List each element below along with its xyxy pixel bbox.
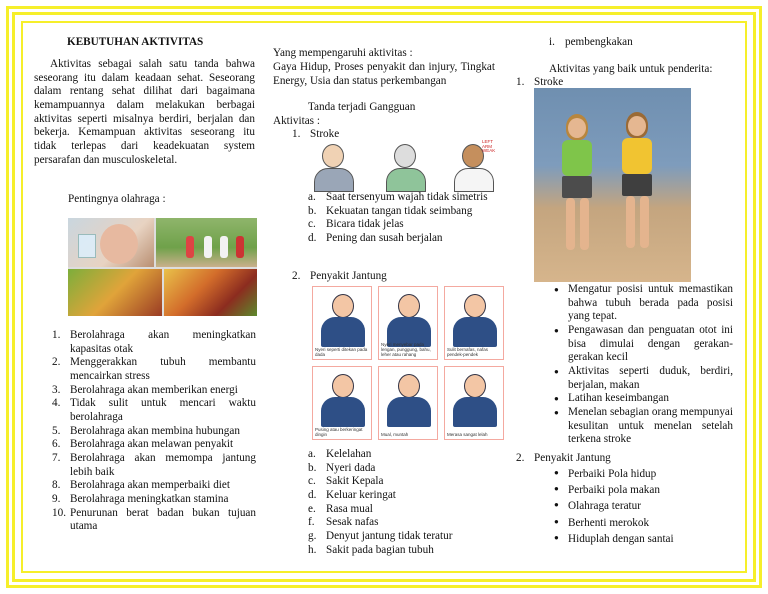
list-item: 1. Berolahraga akan meningkatkan kapasitas otak — [52, 329, 256, 355]
list-item: g. Denyut jantung tidak teratur — [308, 529, 453, 542]
list-item: 4. Tidak sulit untuk mencari waktu berolahraga — [52, 397, 256, 423]
women-walking-photo — [534, 88, 691, 282]
drinking-water-photo — [68, 218, 154, 267]
influence-heading: Yang mempengaruhi aktivitas : — [273, 47, 413, 59]
list-item: d. Pening dan susah berjalan — [308, 231, 443, 244]
fruits-photo — [164, 269, 257, 316]
stroke-symptoms-illustration — [308, 140, 500, 192]
list-item: a. Saat tersenyum wajah tidak simetris — [308, 191, 488, 203]
list-item: a. Kelelahan — [308, 448, 372, 460]
heart-symptoms-illustration — [312, 286, 504, 442]
list-item: h. Sakit pada bagian tubuh — [308, 543, 434, 556]
list-item: 2. Menggerakkan tubuh membantu mencairkan stress — [52, 356, 256, 382]
heart-figure-caption: Nyeri menyebar pada lengan, punggung, bahu, leher atau rahang — [381, 342, 431, 358]
stroke-heading: Stroke — [310, 128, 340, 140]
benefits-list — [52, 329, 256, 534]
list-item: b. Kekuatan tangan tidak seimbang — [308, 204, 473, 217]
list-item: 3. Berolahraga akan memberikan energi — [52, 383, 238, 396]
heart-figure-caption: Mual, muntah — [381, 432, 409, 438]
vegetables-photo — [68, 269, 162, 316]
intro-paragraph: Aktivitas sebagai salah satu tanda bahwa seseorang itu dalam keadaan sehat. Seseorang dalam rentang sehat dilihat dari bagaimana kemampuannya dalam melakukan berbagai aktivitas seperti misalnya berdiri, berjalan dan bekerja. Kemampuan aktivitas seseorang itu tidak terlepas dari keadekuatan system persarafan dan musculoskeletal. — [34, 58, 255, 166]
good-activities-heading: Aktivitas yang baik untuk penderita: — [549, 63, 713, 75]
good-heart-heading: Penyakit Jantung — [534, 452, 611, 464]
swelling-num: i. — [549, 36, 555, 48]
list-item: c. Bicara tidak jelas — [308, 218, 404, 231]
heart-tips-list — [552, 466, 733, 547]
heart-num: 2. — [292, 270, 301, 282]
heart-figure-caption: Merasa sangat lelah — [447, 432, 488, 438]
list-item: d. Keluar keringat — [308, 488, 396, 501]
importance-heading: Pentingnya olahraga : — [68, 193, 166, 205]
good-stroke-num: 1. — [516, 76, 525, 88]
good-heart-num: 2. — [516, 452, 525, 464]
list-item: 5. Berolahraga akan membina hubungan — [52, 424, 240, 437]
list-item: ● Pengawasan dan penguatan otot ini bisa dimulai dengan gerakan-gerakan kecil — [552, 324, 733, 365]
list-item: 10. Penurunan berat badan bukan tujuan utama — [52, 506, 256, 533]
list-item: ● Menelan sebagian orang mempunyai kesulitan untuk menelan setelah terkena stroke — [552, 406, 733, 447]
signs-heading: Tanda terjadi Gangguan — [308, 101, 416, 113]
swelling-item: pembengkakan — [565, 36, 633, 48]
list-item: ● Latihan keseimbangan — [552, 392, 733, 406]
stroke-tips-list — [552, 283, 733, 447]
list-item: ● Berhenti merokok — [552, 515, 733, 531]
list-item: c. Sakit Kepala — [308, 475, 384, 488]
stroke-num: 1. — [292, 128, 301, 140]
list-item: ● Mengatur posisi untuk memastikan bahwa tubuh berada pada posisi yang tepat. — [552, 283, 733, 324]
stroke-symptoms-list — [308, 191, 494, 246]
influence-factors: Gaya Hidup, Proses penyakit dan injury, Tingkat Energy, Usia dan status perkembangan — [273, 61, 495, 87]
heart-figure-caption: Pusing atau berkeringat dingin — [315, 427, 363, 438]
heart-figure-caption: Nyeri seperti ditekan pada dada — [315, 347, 368, 358]
list-item: 6. Berolahraga akan melawan penyakit — [52, 438, 234, 451]
list-item: 9. Berolahraga meningkatkan stamina — [52, 492, 229, 505]
stroke-figure-caption: LEFT ARM WEAK — [482, 140, 496, 153]
list-item: 7. Berolahraga akan memompa jantung lebih baik — [52, 451, 256, 478]
list-item: ● Perbaiki pola makan — [552, 482, 733, 498]
exercise-collage-image — [68, 218, 257, 316]
list-item: f. Sesak nafas — [308, 516, 379, 529]
runners-photo — [156, 218, 257, 267]
list-item: b. Nyeri dada — [308, 461, 376, 474]
list-item: ● Olahraga teratur — [552, 498, 733, 514]
list-item: ● Hiduplah dengan santai — [552, 531, 733, 547]
list-item: ● Perbaiki Pola hidup — [552, 466, 733, 482]
good-stroke-heading: Stroke — [534, 76, 564, 88]
heart-figure-caption: Sulit bernafas, nafas pendek-pendek — [447, 347, 489, 358]
list-item: 8. Berolahraga akan memperbaiki diet — [52, 479, 230, 492]
heart-symptoms-list — [308, 448, 494, 557]
list-item: e. Rasa mual — [308, 502, 373, 515]
main-title: KEBUTUHAN AKTIVITAS — [67, 36, 204, 48]
list-item: ● Aktivitas seperti duduk, berdiri, berjalan, makan — [552, 365, 733, 392]
heart-heading: Penyakit Jantung — [310, 270, 387, 282]
signs-heading-2: Aktivitas : — [273, 115, 320, 127]
